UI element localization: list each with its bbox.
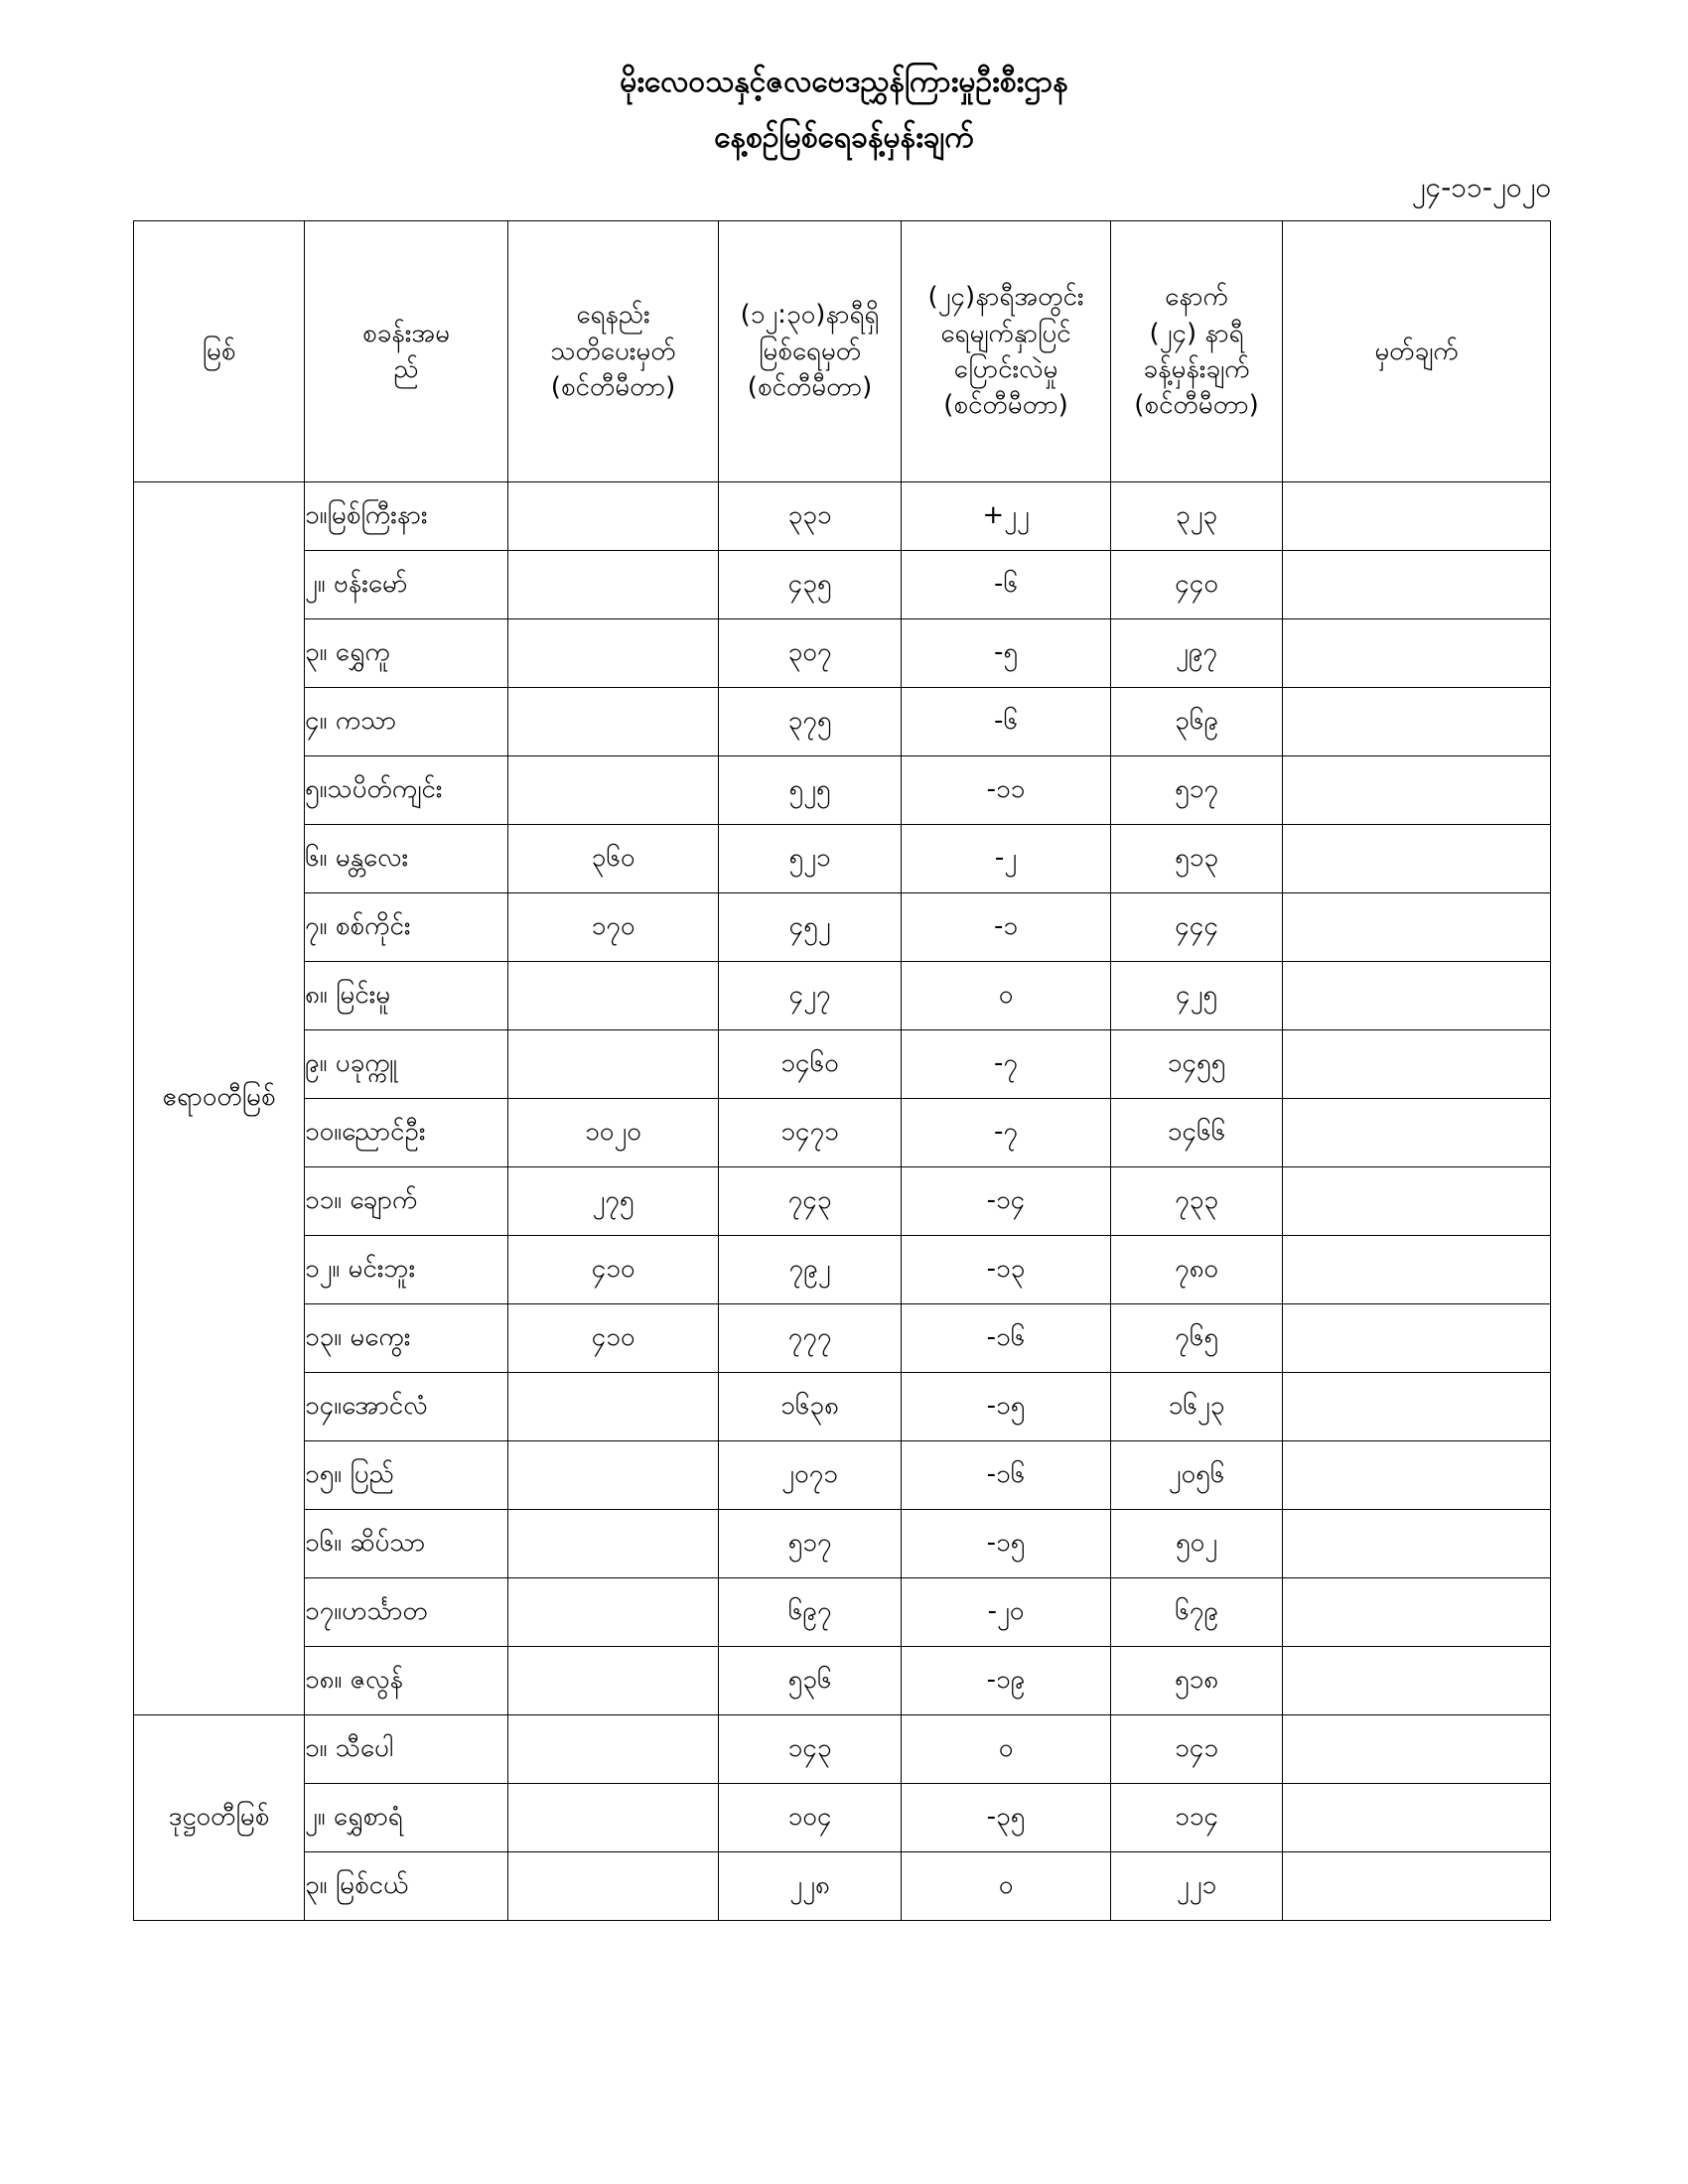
forecast-cell: ၅၁၇ xyxy=(1111,756,1283,825)
station-cell: ၁၆။ ဆိပ်သာ xyxy=(305,1510,508,1578)
water-level-cell: ၅၃၆ xyxy=(719,1647,902,1715)
table-row xyxy=(134,1784,1551,1852)
water-level-cell: ၁၀၄ xyxy=(719,1784,902,1852)
table-row xyxy=(134,1578,1551,1647)
remark-cell xyxy=(1283,1373,1551,1441)
water-level-cell: ၆၉၇ xyxy=(719,1578,902,1647)
header-change: (၂၄)နာရီအတွင်း ရေမျက်နှာပြင် ပြောင်းလဲမှု (စင်တီမီတာ) xyxy=(902,221,1111,482)
table-row xyxy=(134,1099,1551,1167)
danger-level-cell xyxy=(508,1510,719,1578)
danger-level-cell xyxy=(508,1441,719,1510)
forecast-cell: ၁၁၄ xyxy=(1111,1784,1283,1852)
department-title: မိုးလေဝသနှင့်ဇလဗေဒညွှန်ကြားမှုဦးစီးဌာန xyxy=(620,65,1068,99)
change-cell: -၆ xyxy=(902,688,1111,756)
water-level-cell: ၂၀၇၁ xyxy=(719,1441,902,1510)
header-water-level: (၁၂:၃၀)နာရီရှိ မြစ်ရေမှတ် (စင်တီမီတာ) xyxy=(719,221,902,482)
remark-cell xyxy=(1283,893,1551,962)
remark-cell xyxy=(1283,962,1551,1030)
header-remarks: မှတ်ချက် xyxy=(1283,221,1551,482)
danger-level-cell: ၄၁၀ xyxy=(508,1236,719,1304)
table-row xyxy=(134,619,1551,688)
remark-cell xyxy=(1283,1304,1551,1373)
remark-cell xyxy=(1283,1099,1551,1167)
table-row xyxy=(134,551,1551,619)
danger-level-cell xyxy=(508,551,719,619)
water-level-cell: ၁၄၇၁ xyxy=(719,1099,902,1167)
change-cell: -၆ xyxy=(902,551,1111,619)
danger-level-cell xyxy=(508,482,719,551)
danger-level-cell: ၁၀၂၀ xyxy=(508,1099,719,1167)
table-body xyxy=(134,482,1551,1921)
water-level-cell: ၇၇၇ xyxy=(719,1304,902,1373)
header-river: မြစ် xyxy=(134,221,305,482)
forecast-cell: ၃၆၉ xyxy=(1111,688,1283,756)
danger-level-cell xyxy=(508,1030,719,1099)
forecast-cell: ၅၀၂ xyxy=(1111,1510,1283,1578)
water-level-cell: ၄၂၇ xyxy=(719,962,902,1030)
table-row xyxy=(134,1373,1551,1441)
water-level-cell: ၃၀၇ xyxy=(719,619,902,688)
remark-cell xyxy=(1283,482,1551,551)
remark-cell xyxy=(1283,1715,1551,1784)
remark-cell xyxy=(1283,1510,1551,1578)
remark-cell xyxy=(1283,1647,1551,1715)
change-cell: ၀ xyxy=(902,1852,1111,1921)
remark-cell xyxy=(1283,1236,1551,1304)
remark-cell xyxy=(1283,1030,1551,1099)
forecast-cell: ၅၁၃ xyxy=(1111,825,1283,893)
station-cell: ၁၂။ မင်းဘူး xyxy=(305,1236,508,1304)
forecast-cell: ၂၀၅၆ xyxy=(1111,1441,1283,1510)
change-cell: -၁၃ xyxy=(902,1236,1111,1304)
water-level-cell: ၃၇၅ xyxy=(719,688,902,756)
station-cell: ၈။ မြင်းမူ xyxy=(305,962,508,1030)
change-cell: -၁၄ xyxy=(902,1167,1111,1236)
table-row xyxy=(134,1441,1551,1510)
water-level-cell: ၄၃၅ xyxy=(719,551,902,619)
remark-cell xyxy=(1283,1784,1551,1852)
remark-cell xyxy=(1283,1578,1551,1647)
forecast-cell: ၁၄၅၅ xyxy=(1111,1030,1283,1099)
station-cell: ၆။ မန္တလေး xyxy=(305,825,508,893)
danger-level-cell xyxy=(508,688,719,756)
forecast-cell: ၁၄၆၆ xyxy=(1111,1099,1283,1167)
header-station: စခန်းအမ ည် xyxy=(305,221,508,482)
station-cell: ၂။ ရွှေစာရံ xyxy=(305,1784,508,1852)
station-cell: ၁၀။ညောင်ဦး xyxy=(305,1099,508,1167)
report-date: ၂၄-၁၁-၂၀၂၀ xyxy=(1411,171,1551,204)
danger-level-cell xyxy=(508,1647,719,1715)
water-level-cell: ၇၄၃ xyxy=(719,1167,902,1236)
table-row xyxy=(134,962,1551,1030)
remark-cell xyxy=(1283,688,1551,756)
danger-level-cell: ၄၁၀ xyxy=(508,1304,719,1373)
danger-level-cell xyxy=(508,962,719,1030)
change-cell: ၀ xyxy=(902,962,1111,1030)
water-level-cell: ၁၄၆၀ xyxy=(719,1030,902,1099)
remark-cell xyxy=(1283,1167,1551,1236)
station-cell: ၅။သပိတ်ကျင်း xyxy=(305,756,508,825)
station-cell: ၁။ သီပေါ xyxy=(305,1715,508,1784)
remark-cell xyxy=(1283,619,1551,688)
danger-level-cell xyxy=(508,1373,719,1441)
water-level-cell: ၅၂၁ xyxy=(719,825,902,893)
forecast-cell: ၆၇၉ xyxy=(1111,1578,1283,1647)
water-level-cell: ၅၁၇ xyxy=(719,1510,902,1578)
table-row xyxy=(134,825,1551,893)
forecast-cell: ၁၆၂၃ xyxy=(1111,1373,1283,1441)
danger-level-cell xyxy=(508,619,719,688)
river-name-cell: ဧရာဝတီမြစ် xyxy=(134,482,305,1715)
change-cell: -၁၁ xyxy=(902,756,1111,825)
forecast-cell: ၂၂၁ xyxy=(1111,1852,1283,1921)
table-row xyxy=(134,893,1551,962)
danger-level-cell: ၃၆၀ xyxy=(508,825,719,893)
forecast-cell: ၄၄၀ xyxy=(1111,551,1283,619)
station-cell: ၁၅။ ပြည် xyxy=(305,1441,508,1510)
change-cell: -၁၆ xyxy=(902,1441,1111,1510)
water-level-cell: ၂၂၈ xyxy=(719,1852,902,1921)
river-forecast-table xyxy=(133,220,1551,1921)
danger-level-cell: ၂၇၅ xyxy=(508,1167,719,1236)
change-cell: -၂ xyxy=(902,825,1111,893)
change-cell: -၇ xyxy=(902,1099,1111,1167)
forecast-cell: ၇၈၀ xyxy=(1111,1236,1283,1304)
table-row xyxy=(134,1510,1551,1578)
change-cell: ၀ xyxy=(902,1715,1111,1784)
station-cell: ၄။ ကသာ xyxy=(305,688,508,756)
water-level-cell: ၇၉၂ xyxy=(719,1236,902,1304)
report-title: နေ့စဉ်မြစ်ရေခန့်မှန်းချက် xyxy=(714,120,974,155)
table-row xyxy=(134,756,1551,825)
water-level-cell: ၁၄၃ xyxy=(719,1715,902,1784)
forecast-cell: ၃၂၃ xyxy=(1111,482,1283,551)
station-cell: ၁၇။ဟင်္သာတ xyxy=(305,1578,508,1647)
forecast-cell: ၇၆၅ xyxy=(1111,1304,1283,1373)
change-cell: -၁ xyxy=(902,893,1111,962)
station-cell: ၇။ စစ်ကိုင်း xyxy=(305,893,508,962)
remark-cell xyxy=(1283,825,1551,893)
table-row xyxy=(134,1852,1551,1921)
table-row xyxy=(134,1167,1551,1236)
change-cell: -၂၀ xyxy=(902,1578,1111,1647)
change-cell: -၁၅ xyxy=(902,1510,1111,1578)
water-level-cell: ၃၃၁ xyxy=(719,482,902,551)
change-cell: -၇ xyxy=(902,1030,1111,1099)
station-cell: ၁၄။အောင်လံ xyxy=(305,1373,508,1441)
remark-cell xyxy=(1283,551,1551,619)
river-name-cell: ဒုဋ္ဌဝတီမြစ် xyxy=(134,1715,305,1921)
danger-level-cell xyxy=(508,1578,719,1647)
change-cell: -၁၉ xyxy=(902,1647,1111,1715)
forecast-cell: ၅၁၈ xyxy=(1111,1647,1283,1715)
danger-level-cell xyxy=(508,1852,719,1921)
danger-level-cell xyxy=(508,1715,719,1784)
change-cell: -၃၅ xyxy=(902,1784,1111,1852)
table-row xyxy=(134,1030,1551,1099)
forecast-cell: ၂၉၇ xyxy=(1111,619,1283,688)
table-row xyxy=(134,1304,1551,1373)
remark-cell xyxy=(1283,1441,1551,1510)
table-row xyxy=(134,1647,1551,1715)
header-row xyxy=(134,221,1551,482)
forecast-cell: ၄၄၄ xyxy=(1111,893,1283,962)
danger-level-cell xyxy=(508,756,719,825)
station-cell: ၁၁။ ချောက် xyxy=(305,1167,508,1236)
danger-level-cell xyxy=(508,1784,719,1852)
water-level-cell: ၁၆၃၈ xyxy=(719,1373,902,1441)
change-cell: -၅ xyxy=(902,619,1111,688)
station-cell: ၁။မြစ်ကြီးနား xyxy=(305,482,508,551)
station-cell: ၂။ ဗန်းမော် xyxy=(305,551,508,619)
remark-cell xyxy=(1283,1852,1551,1921)
station-cell: ၃။ မြစ်ငယ် xyxy=(305,1852,508,1921)
station-cell: ၃။ ရွှေကူ xyxy=(305,619,508,688)
change-cell: -၁၅ xyxy=(902,1373,1111,1441)
forecast-cell: ၄၂၅ xyxy=(1111,962,1283,1030)
change-cell: +၂၂ xyxy=(902,482,1111,551)
danger-level-cell: ၁၇၀ xyxy=(508,893,719,962)
forecast-cell: ၁၄၁ xyxy=(1111,1715,1283,1784)
table-row xyxy=(134,482,1551,551)
water-level-cell: ၄၅၂ xyxy=(719,893,902,962)
header-forecast: နောက် (၂၄) နာရီ ခန့်မှန်းချက် (စင်တီမီတာ) xyxy=(1111,221,1283,482)
forecast-cell: ၇၃၃ xyxy=(1111,1167,1283,1236)
remark-cell xyxy=(1283,756,1551,825)
table-row xyxy=(134,688,1551,756)
table-row xyxy=(134,1715,1551,1784)
station-cell: ၁၃။ မကွေး xyxy=(305,1304,508,1373)
change-cell: -၁၆ xyxy=(902,1304,1111,1373)
table-row xyxy=(134,1236,1551,1304)
station-cell: ၉။ ပခုက္ကူ xyxy=(305,1030,508,1099)
station-cell: ၁၈။ ဇလွန် xyxy=(305,1647,508,1715)
header-danger-level: ရေနည်း သတိပေးမှတ် (စင်တီမီတာ) xyxy=(508,221,719,482)
water-level-cell: ၅၂၅ xyxy=(719,756,902,825)
